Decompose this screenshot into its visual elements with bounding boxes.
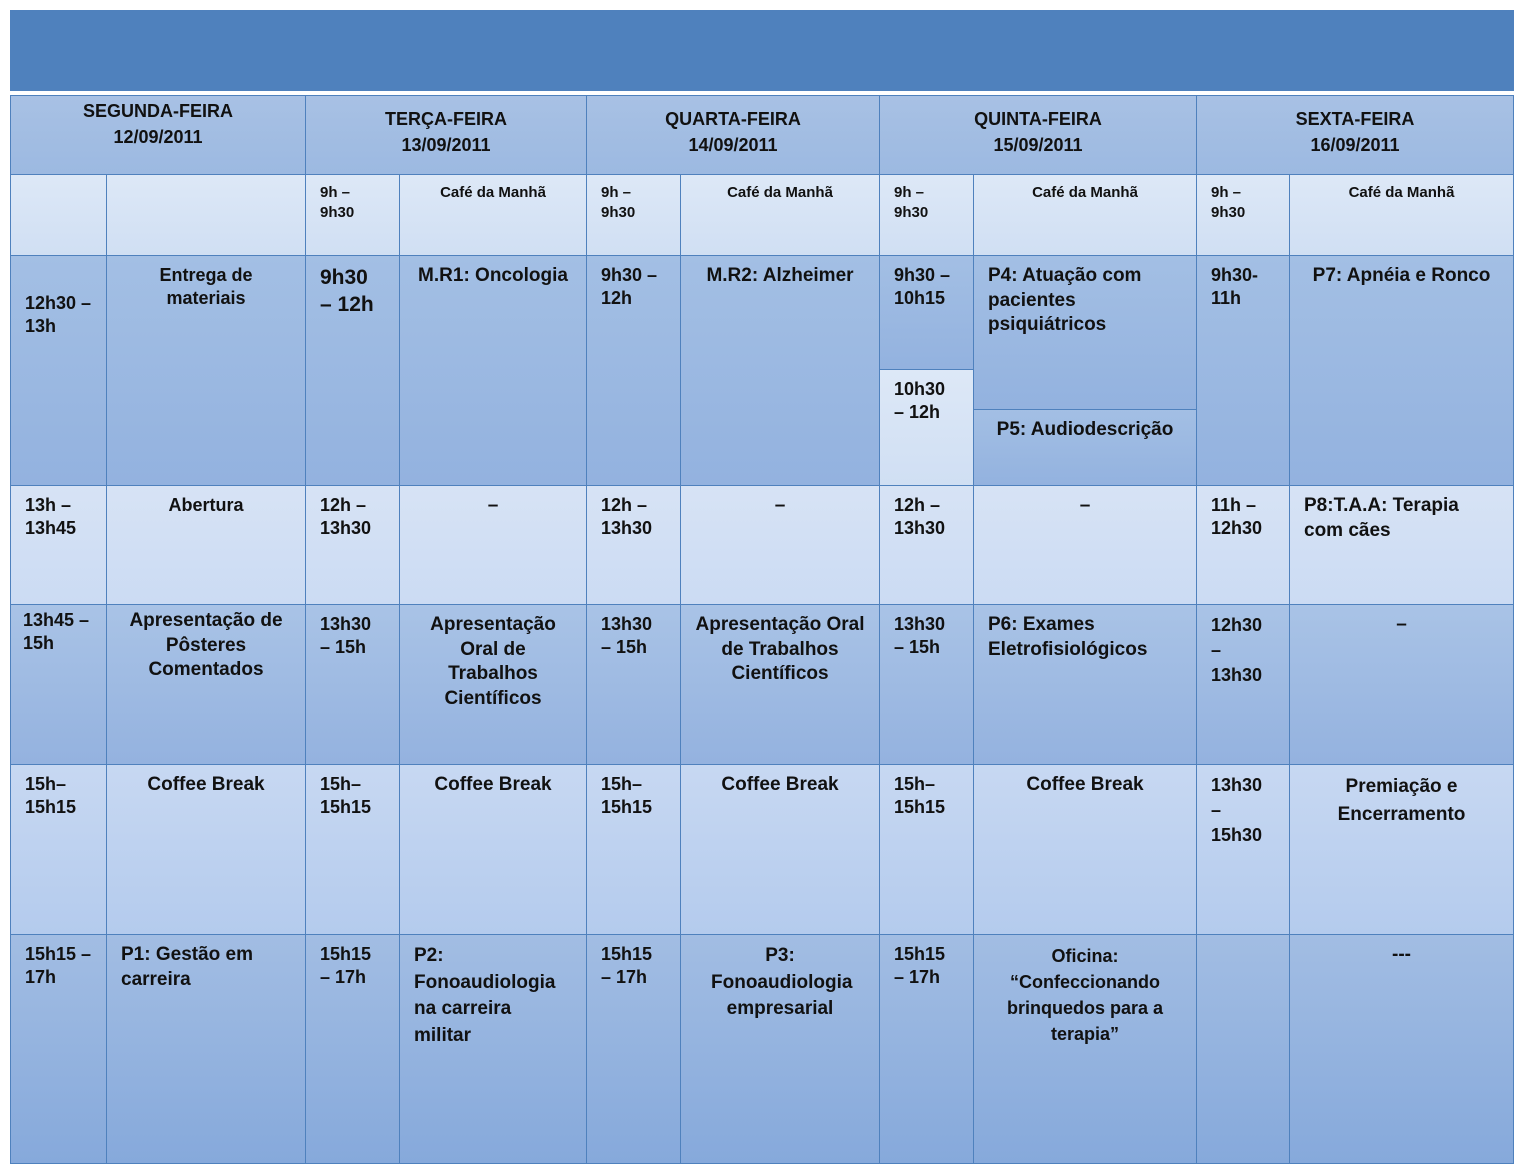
schedule-sheet bbox=[10, 10, 1514, 1164]
monday-event-row2: Entrega de materiais bbox=[106, 255, 306, 486]
monday-event-row6: P1: Gestão em carreira bbox=[106, 934, 306, 1164]
day-header-monday bbox=[10, 95, 306, 175]
thursday-event-row5: Coffee Break bbox=[973, 764, 1197, 935]
day-name: SEGUNDA-FEIRA bbox=[82, 101, 233, 121]
tuesday-time-row1: 9h – 9h30 bbox=[305, 174, 400, 256]
wednesday-event-row5: Coffee Break bbox=[680, 764, 880, 935]
thursday-time-row6: 15h15 – 17h bbox=[879, 934, 974, 1164]
friday-time-row3: 11h – 12h30 bbox=[1196, 485, 1290, 605]
thursday-time-row4: 13h30 – 15h bbox=[879, 604, 974, 765]
day-date: 16/09/2011 bbox=[1310, 135, 1400, 156]
day-date: 12/09/2011 bbox=[113, 127, 203, 148]
monday-event-row3: Abertura bbox=[106, 485, 306, 605]
thursday-event-row2b: P5: Audiodescrição bbox=[973, 409, 1197, 486]
title-banner bbox=[10, 10, 1514, 91]
tuesday-time-row2: 9h30 – 12h bbox=[305, 255, 400, 486]
day-date: 15/09/2011 bbox=[993, 135, 1083, 156]
friday-time-row1: 9h – 9h30 bbox=[1196, 174, 1290, 256]
wednesday-event-row3: – bbox=[680, 485, 880, 605]
wednesday-time-row1: 9h – 9h30 bbox=[586, 174, 681, 256]
friday-time-row4: 12h30 – 13h30 bbox=[1196, 604, 1290, 765]
wednesday-time-row6: 15h15 – 17h bbox=[586, 934, 681, 1164]
tuesday-time-row6: 15h15 – 17h bbox=[305, 934, 400, 1164]
monday-time-row5: 15h– 15h15 bbox=[10, 764, 107, 935]
friday-event-row2: P7: Apnéia e Ronco bbox=[1289, 255, 1514, 486]
day-date: 14/09/2011 bbox=[688, 135, 778, 156]
monday-time-row1 bbox=[10, 174, 107, 256]
wednesday-time-row2: 9h30 – 12h bbox=[586, 255, 681, 486]
friday-time-row5: 13h30 – 15h30 bbox=[1196, 764, 1290, 935]
thursday-event-row3: – bbox=[973, 485, 1197, 605]
wednesday-time-row3: 12h – 13h30 bbox=[586, 485, 681, 605]
day-name: QUINTA-FEIRA bbox=[974, 109, 1102, 129]
monday-time-row4: 13h45 – 15h bbox=[10, 604, 107, 765]
wednesday-time-row5: 15h– 15h15 bbox=[586, 764, 681, 935]
tuesday-time-row4: 13h30 – 15h bbox=[305, 604, 400, 765]
tuesday-event-row6: P2: Fonoaudiologia na carreira militar bbox=[399, 934, 587, 1164]
thursday-time-row5: 15h– 15h15 bbox=[879, 764, 974, 935]
friday-event-row3: P8:T.A.A: Terapia com cães bbox=[1289, 485, 1514, 605]
friday-event-row1: Café da Manhã bbox=[1289, 174, 1514, 256]
friday-time-row6 bbox=[1196, 934, 1290, 1164]
day-header-wednesday bbox=[586, 95, 880, 175]
day-date: 13/09/2011 bbox=[401, 135, 491, 156]
monday-event-row5: Coffee Break bbox=[106, 764, 306, 935]
tuesday-time-row5: 15h– 15h15 bbox=[305, 764, 400, 935]
tuesday-event-row5: Coffee Break bbox=[399, 764, 587, 935]
wednesday-event-row1: Café da Manhã bbox=[680, 174, 880, 256]
wednesday-event-row6: P3: Fonoaudiologia empresarial bbox=[680, 934, 880, 1164]
day-name: SEXTA-FEIRA bbox=[1295, 109, 1415, 129]
tuesday-event-row2: M.R1: Oncologia bbox=[399, 255, 587, 486]
friday-event-row6: --- bbox=[1289, 934, 1514, 1164]
thursday-time-row2a: 9h30 – 10h15 bbox=[879, 255, 974, 370]
thursday-event-row4: P6: Exames Eletrofisiológicos bbox=[973, 604, 1197, 765]
thursday-event-row6: Oficina: “Confeccionando brinquedos para a terapia” bbox=[973, 934, 1197, 1164]
thursday-time-row2b: 10h30 – 12h bbox=[879, 369, 974, 486]
thursday-time-row3: 12h – 13h30 bbox=[879, 485, 974, 605]
monday-time-row3: 13h – 13h45 bbox=[10, 485, 107, 605]
thursday-event-row1: Café da Manhã bbox=[973, 174, 1197, 256]
tuesday-event-row3: – bbox=[399, 485, 587, 605]
monday-time-row2: 12h30 – 13h bbox=[10, 255, 107, 486]
thursday-time-row1: 9h – 9h30 bbox=[879, 174, 974, 256]
monday-event-row4: Apresentação de Pôsteres Comentados bbox=[106, 604, 306, 765]
day-header-thursday bbox=[879, 95, 1197, 175]
day-header-tuesday bbox=[305, 95, 587, 175]
wednesday-time-row4: 13h30 – 15h bbox=[586, 604, 681, 765]
thursday-event-row2a: P4: Atuação com pacientes psiquiátricos bbox=[973, 255, 1197, 410]
friday-time-row2: 9h30- 11h bbox=[1196, 255, 1290, 486]
monday-event-row1 bbox=[106, 174, 306, 256]
tuesday-time-row3: 12h – 13h30 bbox=[305, 485, 400, 605]
friday-event-row5: Premiação e Encerramento bbox=[1289, 764, 1514, 935]
tuesday-event-row1: Café da Manhã bbox=[399, 174, 587, 256]
tuesday-event-row4: Apresentação Oral de Trabalhos Científicos bbox=[399, 604, 587, 765]
wednesday-event-row4: Apresentação Oral de Trabalhos Científicos bbox=[680, 604, 880, 765]
day-name: QUARTA-FEIRA bbox=[665, 109, 801, 129]
monday-time-row6: 15h15 – 17h bbox=[10, 934, 107, 1164]
wednesday-event-row2: M.R2: Alzheimer bbox=[680, 255, 880, 486]
day-name: TERÇA-FEIRA bbox=[385, 109, 507, 129]
friday-event-row4: – bbox=[1289, 604, 1514, 765]
day-header-friday bbox=[1196, 95, 1514, 175]
